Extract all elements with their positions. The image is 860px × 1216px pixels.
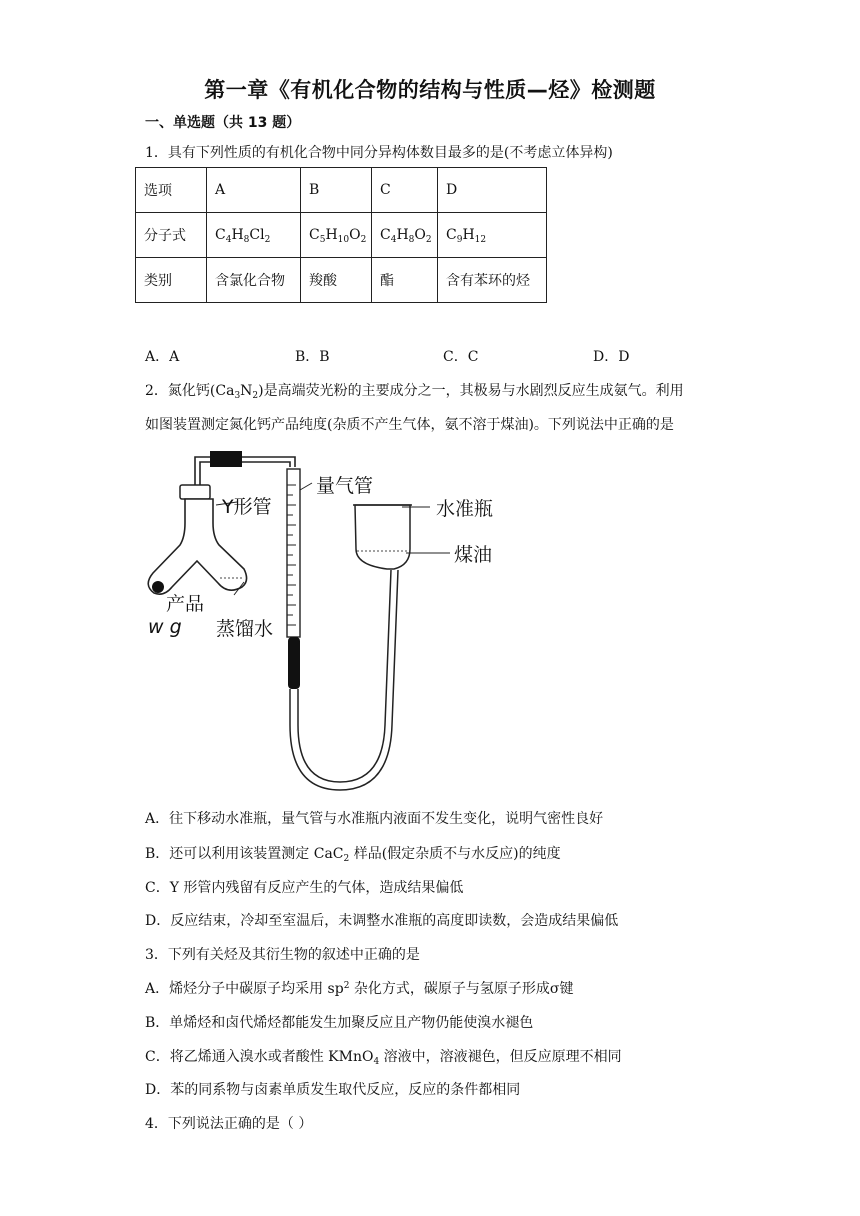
table-cell: 选项 (136, 168, 207, 213)
level-bottle (355, 505, 410, 569)
q2-option-b: B．还可以利用该装置测定 CaC$_2$ 样品(假定杂质不与水反应)的纯度 (145, 846, 561, 864)
label-mass: w g (148, 616, 182, 638)
section-heading: 一、单选题（共 13 题） (145, 115, 301, 131)
rubber-tube (288, 637, 300, 689)
label-level-bottle: 水准瓶 (436, 498, 494, 520)
q3-option-b: B．单烯烃和卤代烯烃都能发生加聚反应且产物仍能使溴水褪色 (145, 1015, 534, 1031)
formula-cell: $C_5H_{10}O_2$ (301, 213, 372, 258)
label-water: 蒸馏水 (216, 618, 274, 640)
label-gas-tube: 量气管 (316, 475, 374, 497)
q3-stem: 3．下列有关烃及其衍生物的叙述中正确的是 (145, 947, 420, 963)
formula-cell: $C_4H_8O_2$ (372, 213, 438, 258)
choice-d: D．D (593, 349, 630, 365)
q2-option-d: D．反应结束，冷却至室温后，未调整水准瓶的高度即读数，会造成结果偏低 (145, 913, 619, 929)
table-cell: C (372, 168, 438, 213)
formula-cell: $C_4H_8Cl_2$ (207, 213, 301, 258)
q1-choices (145, 346, 745, 366)
label-product: 产品 (166, 593, 205, 615)
q2-option-a: A．往下移动水准瓶，量气管与水准瓶内液面不发生变化，说明气密性良好 (145, 811, 604, 827)
table-cell: B (301, 168, 372, 213)
table-cell: 分子式 (136, 213, 207, 258)
q3-option-d: D．苯的同系物与卤素单质发生取代反应，反应的条件都相同 (145, 1082, 521, 1098)
page-title: 第一章《有机化合物的结构与性质—烃》检测题 (204, 78, 656, 102)
table-cell: 酯 (372, 258, 438, 303)
q1-stem: 1．具有下列性质的有机化合物中同分异构体数目最多的是(不考虑立体异构) (145, 145, 613, 161)
table-cell: 含有苯环的烃 (438, 258, 547, 303)
table-row (136, 213, 547, 258)
choice-a: A．A (145, 349, 180, 365)
table-cell: 羧酸 (301, 258, 372, 303)
hose-inner (298, 570, 391, 782)
leader-line (300, 483, 312, 490)
table-cell: 含氯化合物 (207, 258, 301, 303)
q1-table (135, 167, 547, 303)
label-kerosene: 煤油 (454, 544, 493, 566)
label-y-tube: Y形管 (222, 496, 272, 518)
gas-tube (287, 469, 300, 637)
q2-stem-line2: 如图装置测定氮化钙产品纯度(杂质不产生气体，氨不溶于煤油)。下列说法中正确的是 (145, 417, 674, 433)
table-cell: 类别 (136, 258, 207, 303)
q2-option-c: C．Y 形管内残留有反应产生的气体，造成结果偏低 (145, 880, 464, 896)
table-row (136, 168, 547, 213)
hose-outer (290, 570, 398, 790)
table-cell: D (438, 168, 547, 213)
q4-stem: 4．下列说法正确的是（ ） (145, 1116, 313, 1132)
q3-option-a: A．烯烃分子中碳原子均采用 $sp^2$ 杂化方式，碳原子与氢原子形成σ键 (145, 981, 574, 997)
tube-clamp (210, 451, 242, 467)
q3-option-c: C．将乙烯通入溴水或者酸性 KMnO$_4$ 溶液中，溶液褪色，但反应原理不相同 (145, 1049, 622, 1067)
product-sample (152, 581, 164, 593)
choice-b: B．B (295, 349, 330, 365)
table-row (136, 258, 547, 303)
formula-cell: $C_9H_{12}$ (438, 213, 547, 258)
choice-c: C．C (443, 349, 479, 365)
stopper (180, 485, 210, 499)
q2-stem-line1: 2．氮化钙$(Ca_3N_2)$是高端荧光粉的主要成分之一，其极易与水剧烈反应生成氨气。利用 (145, 383, 684, 401)
apparatus-diagram (140, 445, 520, 795)
table-cell: A (207, 168, 301, 213)
